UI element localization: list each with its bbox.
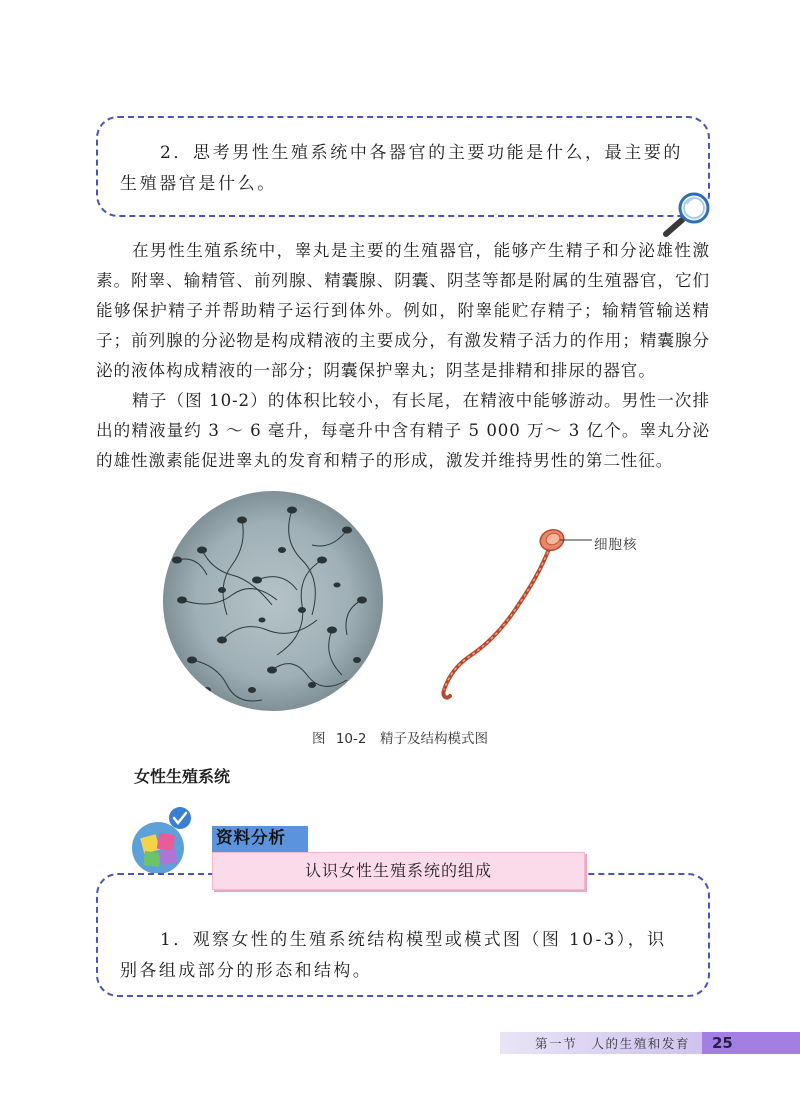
page-number: 25 xyxy=(702,1032,800,1054)
section-heading: 女性生殖系统 xyxy=(134,767,231,786)
data-analysis-box xyxy=(96,873,710,997)
footer-section: 第一节 人的生殖和发育 xyxy=(535,1036,691,1051)
paragraph-sperm: 精子（图 10-2）的体积比较小，有长尾，在精液中能够游动。男性一次排出的精液量约 3 ～ 6 毫升，每毫升中含有精子 5 000 万～ 3 亿个。睾丸分泌的雄性激素能促进睾丸的发育和精子的形成，激发并维持男性的第二性征。 xyxy=(96,391,710,470)
puzzle-icon xyxy=(130,804,214,876)
magnifier-icon xyxy=(662,190,716,238)
thinking-box xyxy=(96,116,710,217)
sperm-micrograph xyxy=(162,490,384,712)
data-analysis-tag: 资料分析 xyxy=(216,828,286,847)
body-text xyxy=(96,236,710,476)
banner-title: 认识女性生殖系统的组成 xyxy=(212,852,585,890)
nucleus-label: 细胞核 xyxy=(594,537,638,553)
data-analysis-item-1: 1．观察女性的生殖系统结构模型或模式图（图 10-3），识别各组成部分的形态和结构。 xyxy=(120,930,667,981)
figure-caption: 图 10-2 精子及结构模式图 xyxy=(312,731,488,747)
thinking-question: 2．思考男性生殖系统中各器官的主要功能是什么，最主要的生殖器官是什么。 xyxy=(120,143,684,194)
paragraph-testes: 在男性生殖系统中，睾丸是主要的生殖器官，能够产生精子和分泌雄性激素。附睾、输精管、前列腺、精囊腺、阴囊、阴茎等都是附属的生殖器官，它们能够保护精子并帮助精子运行到体外。例如，附睾能贮存精子；输精管输送精子；前列腺的分泌物是构成精液的主要成分，有激发精子活力的作用；精囊腺分泌的液体构成精液的一部分；阴囊保护睾丸；阴茎是排精和排尿的器官。 xyxy=(96,241,710,380)
